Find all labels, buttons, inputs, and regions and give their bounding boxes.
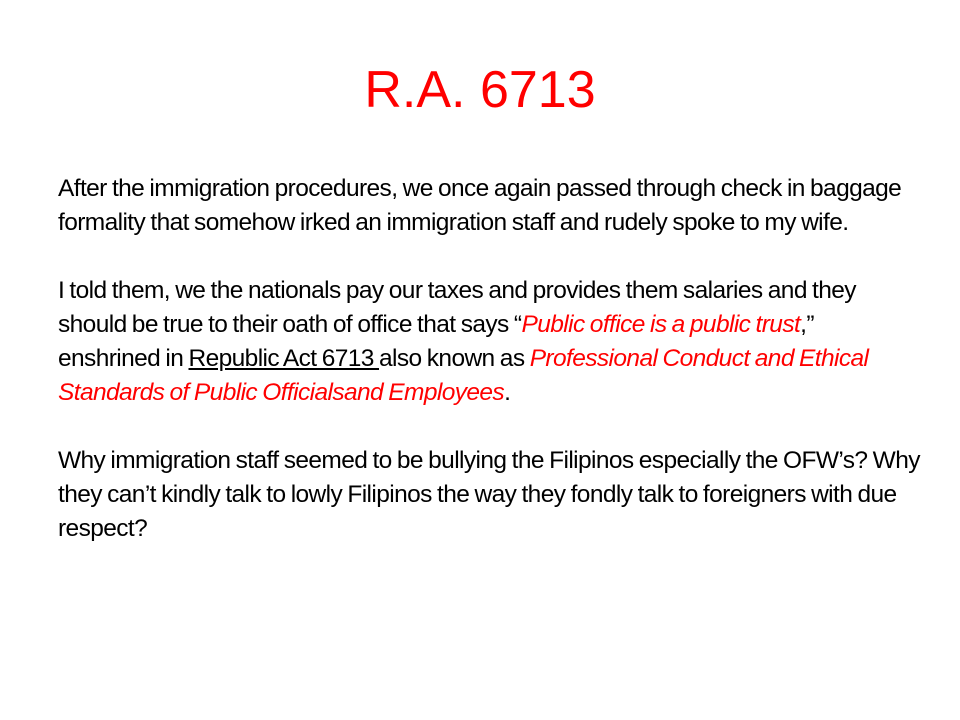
paragraph-oath-of-office xyxy=(58,274,920,410)
republic-act-link[interactable]: Republic Act 6713 xyxy=(188,345,380,372)
paragraph-bullying-question: Why immigration staff seemed to be bullying the Filipinos especially the OFW’s? Why they can’t kindly talk to lowly Filipinos the way they fondly talk to foreigners with due respect? xyxy=(58,447,920,542)
paragraph-text: . xyxy=(504,379,511,406)
act-name-emphasis: Professional Conduct and Ethical Standards of Public Officialsand Employees xyxy=(58,345,869,406)
slide-body xyxy=(58,172,920,580)
paragraph-immigration-procedures: After the immigration procedures, we once again passed through check in baggage formality that somehow irked an immigration staff and rudely spoke to my wife. xyxy=(58,175,902,236)
slide-title: R.A. 6713 xyxy=(364,61,596,119)
public-trust-quote: Public office is a public trust xyxy=(521,311,801,338)
paragraph-text: also known as xyxy=(379,345,530,372)
paragraph-text: ,” enshrined in xyxy=(58,311,814,372)
paragraph-text: I told them, we the nationals pay our taxes and provides them salaries and they should be true to their oath of office that says “ xyxy=(58,277,856,338)
